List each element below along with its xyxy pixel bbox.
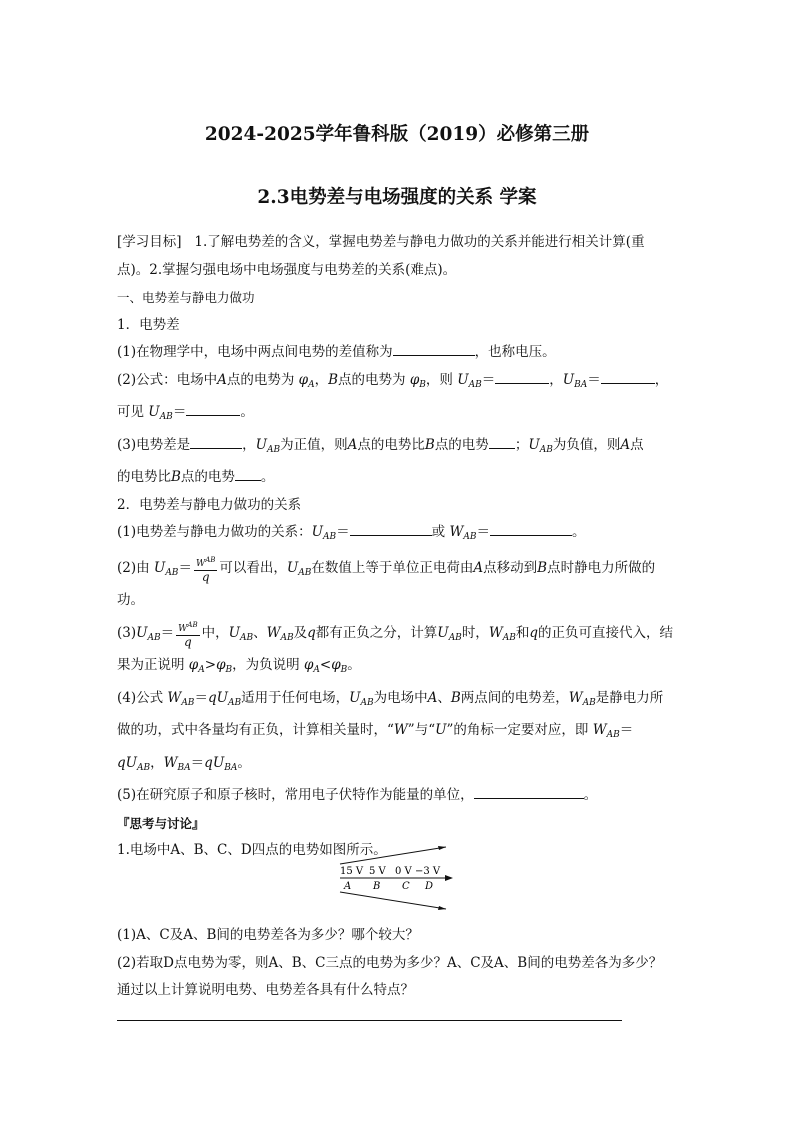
paragraph-7: (4)公式 $W_{AB}=qU_{AB}$适用于任何电场，$U_{AB}$为电场中A、B两点间的电势差，$W_{AB}$是静电力所 做的功，式中各量均有正负，计算相关量时，“W”与“U”的角标一定要对应，即 $W_{AB}=$ $qU_{AB}$，$W_{BA}=qU_{BA}$。 xyxy=(117,689,664,773)
answer-blank[interactable] xyxy=(490,521,572,536)
question-1-part-2: (2)若取D点电势为零，则A、B、C三点的电势为多少？A、C及A、B间的电势差各为多少？ xyxy=(117,954,663,971)
question-1-part-3: 通过以上计算说明电势、电势差各具有什么特点？ xyxy=(117,982,414,998)
answer-line[interactable] xyxy=(117,1020,622,1021)
answer-blank[interactable] xyxy=(186,401,240,416)
answer-blank[interactable] xyxy=(350,521,432,536)
answer-blank[interactable] xyxy=(489,434,515,449)
potential-label-a: 15 V xyxy=(340,866,364,877)
point-label-a: A xyxy=(344,881,352,892)
potential-figure xyxy=(333,842,463,914)
paragraph-6: $(3)U_{AB}=$ $\frac{W^{AB}}{q}$ 中，$U_{AB}$、$W_{AB}$及q都有正负之分，计算$U_{AB}$时，$W_{AB}$和q的正负可直接代入，结 果为正说明 $\varphi_A>\varphi_B$，为负说明 $\varphi_A<\varphi_B$。 xyxy=(117,620,673,675)
answer-blank[interactable] xyxy=(601,369,655,384)
potential-label-b: 5 V xyxy=(369,866,386,877)
arrowhead-middle xyxy=(445,875,453,881)
answer-blank[interactable] xyxy=(474,784,584,799)
fraction: $\frac{W^{AB}}{q}$ xyxy=(195,555,216,584)
field-line-top xyxy=(340,847,446,864)
objectives-text1: 1.了解电势差的含义，掌握电势差与静电力做功的关系并能进行相关计算(重 xyxy=(194,234,645,250)
content-body xyxy=(117,229,679,865)
think-heading: 『思考与讨论』 xyxy=(117,815,205,831)
question-1-part-1: (1)A、C及A、B间的电势差各为多少？哪个较大？ xyxy=(117,927,419,943)
field-line-bottom xyxy=(340,892,446,909)
question-block xyxy=(117,922,679,1005)
section-heading: 一、电势差与静电力做功 xyxy=(117,290,255,305)
paragraph-2: (2)公式：电场中A点的电势为 $\varphi_A$，B点的电势为 $\varphi_B$，则 $U_{AB}=$ ，$U_{BA}=$ ， 可见 $U_{AB}=$ 。 xyxy=(117,367,679,432)
document-title: 2024-2025学年鲁科版（2019）必修第三册 xyxy=(204,124,590,145)
arrowhead-top xyxy=(438,846,446,850)
document-subtitle: 2.3电势差与电场强度的关系 学案 xyxy=(257,187,537,208)
sub-heading-1: 1．电势差 xyxy=(117,316,180,333)
answer-blank[interactable] xyxy=(190,434,242,449)
point-label-c: C xyxy=(402,881,410,892)
answer-blank[interactable] xyxy=(393,341,475,356)
paragraph-8: (5)在研究原子和原子核时，常用电子伏特作为能量的单位， 。 xyxy=(117,782,679,810)
sub-heading-2: 2．电势差与静电力做功的关系 xyxy=(117,496,302,513)
arrowhead-bottom xyxy=(438,906,446,910)
potential-label-d: −3 V xyxy=(415,866,441,877)
objectives-tag: [学习目标] xyxy=(117,234,182,250)
paragraph-8-end: 。 xyxy=(583,787,598,803)
point-label-d: D xyxy=(425,881,434,892)
paragraph-1-end: ，也称电压。 xyxy=(474,344,556,360)
answer-blank[interactable] xyxy=(235,466,261,481)
question-1: 1.电场中A、B、C、D四点的电势如图所示。 xyxy=(117,842,387,858)
paragraph-1-text: (1)在物理学中，电场中两点间电势的差值称为 xyxy=(117,344,393,360)
answer-blank[interactable] xyxy=(495,369,549,384)
objectives xyxy=(117,229,679,284)
paragraph-5: (2)由 $U_{AB}=$ $\frac{W^{AB}}{q}$ 可以看出，$U_{AB}$在数值上等于单位正电荷由A点移动到B点时静电力所做的 功。 xyxy=(117,555,656,608)
paragraph-4: (1)电势差与静电力做功的关系：$U_{AB}=$ 或 $W_{AB}=$ 。 xyxy=(117,519,679,552)
fraction: $\frac{W^{AB}}{q}$ xyxy=(178,620,198,649)
point-label-b: B xyxy=(373,881,381,892)
paragraph-3: (3)电势差是 ，$U_{AB}$为正值，则A点的电势比B点的电势 ；$U_{AB}$为负值，则A点 的电势比B点的电势 。 xyxy=(117,432,679,492)
potential-label-c: 0 V xyxy=(395,866,412,877)
objectives-text2: 点)。2.掌握匀强电场中电场强度与电势差的关系(难点)。 xyxy=(117,261,457,278)
paragraph-1 xyxy=(117,339,679,367)
